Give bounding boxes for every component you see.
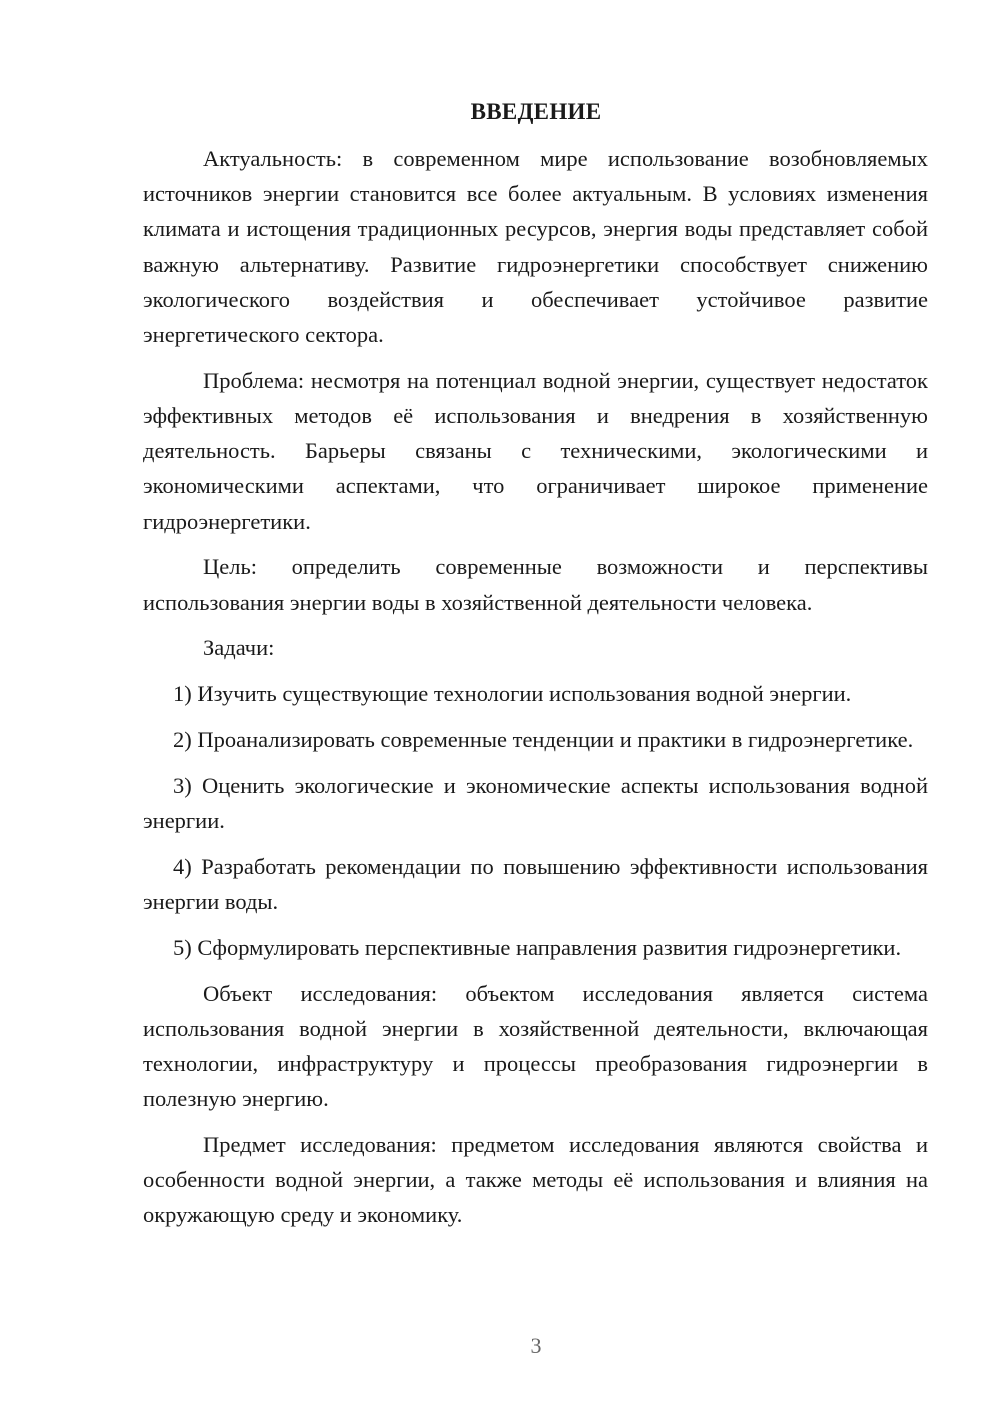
paragraph-subject: Предмет исследования: предметом исследования являются свойства и особенности водной энергии, а также методы её использования и влияния на окружающую среду и экономику. [143, 1132, 928, 1228]
page-number: 3 [530, 1333, 542, 1358]
paragraph-object: Объект исследования: объектом исследования является система использования водной энергии в хозяйственной деятельности, включающая технологии, инфраструктуру и процессы преобразования гидроэнергии в полезную энергию. [143, 980, 928, 1112]
task-item-3: 3) Оценить экологические и экономические аспекты использования водной энергии. [143, 772, 928, 834]
paragraph-problem: Проблема: несмотря на потенциал водной энергии, существует недостаток эффективных методов её использования и внедрения в хозяйственную деятельность. Барьеры связаны с техническими, экологическими и экономическими аспектами, что ограничивает широкое применение гидроэнергетики. [143, 367, 928, 534]
task-item-2: 2) Проанализировать современные тенденции и практики в гидроэнергетике. [173, 727, 914, 753]
task-item-5: 5) Сформулировать перспективные направления развития гидроэнергетики. [173, 934, 902, 960]
page-title: ВВЕДЕНИЕ [470, 99, 602, 124]
paragraph-goal: Цель: определить современные возможности и перспективы использования энергии воды в хозяйственной деятельности человека. [143, 554, 928, 615]
task-item-4: 4) Разработать рекомендации по повышению эффективности использования энергии воды. [143, 853, 928, 915]
document-body [143, 141, 928, 1243]
task-item-1: 1) Изучить существующие технологии использования водной энергии. [173, 681, 852, 707]
paragraph-tasks-heading: Задачи: [203, 635, 275, 661]
paragraph-relevance: Актуальность: в современном мире использование возобновляемых источников энергии становится все более актуальным. В условиях изменения климата и истощения традиционных ресурсов, энергия воды представляет собой важную альтернативу. Развитие гидроэнергетики способствует снижению экологического воздействия и обеспечивает устойчивое развитие энергетического сектора. [143, 146, 928, 348]
